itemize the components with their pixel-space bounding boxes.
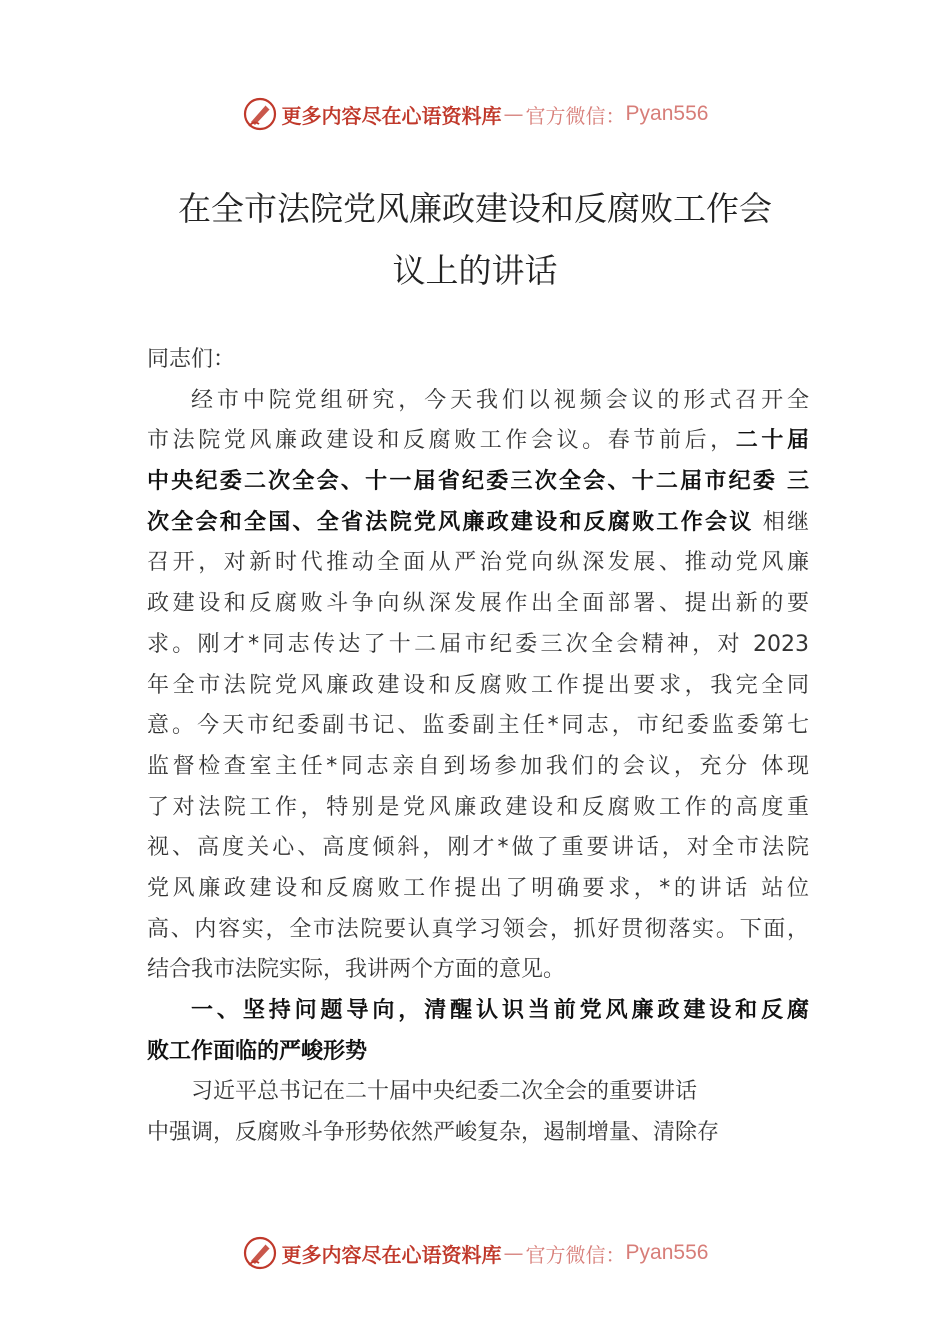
banner-wechat-label: 官方微信：	[525, 1242, 626, 1267]
para1-line: 党风廉政建设和反腐败工作提出了明确要求，*的讲话 站位	[147, 875, 809, 901]
banner-wechat-label: 官方微信：	[525, 103, 626, 128]
para1-line	[147, 503, 809, 544]
para1-line: 高、内容实，全市法院要认真学习领会，抓好贯彻落实。下面，	[147, 916, 809, 942]
para1-text: 市法院党风廉政建设和反腐败工作会议。春节前后，	[147, 428, 736, 454]
para1-line: 意。今天市纪委副书记、监委副主任*同志，市纪委监委第七	[147, 713, 809, 739]
header-banner	[0, 92, 950, 136]
title-line-2: 议上的讲话	[392, 251, 558, 290]
para1-line: 政建设和反腐败斗争向纵深发展作出全面部署、提出新的要	[147, 591, 809, 617]
document-title	[130, 178, 820, 302]
para1-line: 了对法院工作，特别是党风廉政建设和反腐败工作的高度重	[147, 794, 809, 820]
banner-wechat-id: Pyan556	[625, 1241, 709, 1264]
para1-line: 求。刚才*同志传达了十二届市纪委三次全会精神，对 2023	[147, 631, 809, 657]
para1-text: 相继	[753, 509, 809, 535]
banner-separator: —	[503, 1241, 524, 1265]
para1-line: 结合我市法院实际，我讲两个方面的意见。	[147, 957, 566, 983]
salutation: 同志们：	[147, 347, 236, 372]
para1-line: 召开，对新时代推动全面从严治党向纵深发展、推动党风廉	[147, 550, 809, 576]
pen-logo-icon	[242, 1235, 278, 1271]
section-heading-1-cont: 败工作面临的严峻形势	[147, 1038, 368, 1064]
title-line-1: 在全市法院党风廉政建设和反腐败工作会	[178, 189, 772, 228]
para2-line: 中强调，反腐败斗争形势依然严峻复杂，遏制增量、清除存	[147, 1120, 720, 1146]
para2-line: 习近平总书记在二十届中央纪委二次全会的重要讲话	[191, 1079, 698, 1105]
para1-line: 年全市法院党风廉政建设和反腐败工作提出要求，我完全同	[147, 672, 809, 698]
banner-separator: —	[503, 102, 524, 126]
section-heading-1: 一、坚持问题导向，清醒认识当前党风廉政建设和反腐	[191, 998, 809, 1023]
footer-banner	[0, 1231, 950, 1275]
banner-main-text: 更多内容尽在心语资料库	[281, 103, 502, 128]
document-body	[147, 340, 809, 1154]
para1-bold-text: 次全会和全国、全省法院党风廉政建设和反腐败工作会议	[147, 509, 754, 535]
para1-bold-text: 二十届	[735, 428, 809, 454]
para1-line: 视、高度关心、高度倾斜，刚才*做了重要讲话，对全市法院	[147, 835, 809, 861]
para1-line: 监督检查室主任*同志亲自到场参加我们的会议，充分 体现	[147, 753, 809, 779]
para1-bold-line: 中央纪委二次全会、十一届省纪委三次全会、十二届市纪委 三	[147, 469, 809, 495]
para1-line: 经市中院党组研究，今天我们以视频会议的形式召开全	[191, 387, 809, 413]
banner-wechat-id: Pyan556	[625, 102, 709, 125]
banner-main-text: 更多内容尽在心语资料库	[281, 1242, 502, 1267]
pen-logo-icon	[242, 96, 278, 132]
para1-line	[147, 421, 809, 462]
